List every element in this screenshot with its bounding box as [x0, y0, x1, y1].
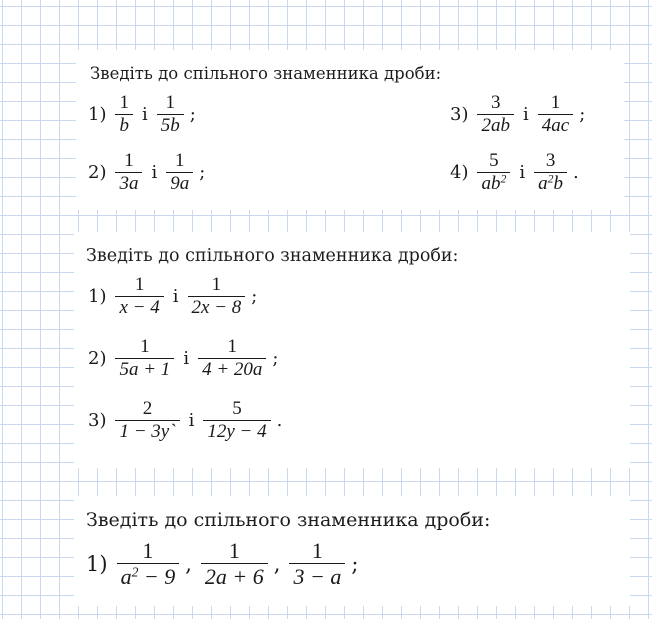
- item-label: 1): [88, 285, 107, 307]
- fraction: $\frac{1}{4ac}$: [538, 92, 573, 137]
- punctuation: ;: [251, 285, 258, 307]
- exercise-1-item-4: [450, 150, 579, 195]
- fraction: $\frac{1}{b}$: [115, 92, 133, 137]
- punctuation: ;: [199, 161, 206, 183]
- item-label: 2): [88, 347, 107, 369]
- fraction: $\frac{3}{a^2b}$: [534, 150, 567, 195]
- conjunction: і: [172, 285, 179, 307]
- exercise-2-item-3: [88, 398, 282, 443]
- punctuation: ;: [189, 103, 196, 125]
- punctuation: ;: [272, 347, 279, 369]
- fraction: $\frac{1}{9a}$: [166, 150, 193, 195]
- fraction: $\frac{1}{5a + 1}$: [115, 336, 174, 381]
- punctuation: .: [276, 409, 283, 431]
- conjunction: і: [151, 161, 158, 183]
- fraction: $\frac{1}{5b}$: [157, 92, 184, 137]
- comma: ,: [185, 551, 192, 576]
- fraction: $\frac{1}{3 - a}$: [289, 538, 345, 590]
- item-label: 2): [88, 161, 107, 183]
- fraction: $\frac{1}{2x - 8}$: [188, 274, 246, 319]
- section-3-title: Зведіть до спільного знаменника дроби:: [86, 509, 491, 531]
- punctuation: .: [573, 161, 579, 183]
- punctuation: ;: [579, 103, 586, 125]
- exercise-1-item-2: [88, 150, 205, 195]
- exercise-2-item-2: [88, 336, 278, 381]
- item-label: 1): [86, 551, 108, 576]
- punctuation: ;: [351, 551, 359, 576]
- fraction: $\frac{1}{x - 4}$: [115, 274, 163, 319]
- conjunction: і: [188, 409, 195, 431]
- conjunction: і: [519, 161, 526, 183]
- item-label: 3): [450, 103, 469, 125]
- item-label: 3): [88, 409, 107, 431]
- comma: ,: [273, 551, 281, 576]
- section-1-title: Зведіть до спільного знаменника дроби:: [90, 64, 442, 83]
- exercise-1-item-3: [450, 92, 585, 137]
- fraction: $\frac{1}{4 + 20a}$: [198, 336, 266, 381]
- fraction: $\frac{1}{a^2 - 9}$: [117, 538, 180, 590]
- fraction: $\frac{1}{3a}$: [115, 150, 142, 195]
- fraction: $\frac{1}{2a + 6}$: [201, 538, 268, 590]
- exercise-2-item-1: [88, 274, 257, 319]
- fraction: $\frac{5}{12y - 4}$: [203, 398, 270, 443]
- conjunction: і: [183, 347, 190, 369]
- item-label: 1): [88, 103, 107, 125]
- fraction: $\frac{3}{2ab}$: [477, 92, 514, 137]
- exercise-1-item-1: [88, 92, 196, 137]
- conjunction: і: [141, 103, 148, 125]
- exercise-3-item-1: [86, 538, 358, 590]
- item-label: 4): [450, 161, 469, 183]
- fraction: $\frac{5}{ab^2}$: [477, 150, 510, 195]
- conjunction: і: [522, 103, 529, 125]
- section-2-title: Зведіть до спільного знаменника дроби:: [86, 246, 459, 266]
- fraction: $\frac{2}{1 - 3y`}$: [115, 398, 179, 443]
